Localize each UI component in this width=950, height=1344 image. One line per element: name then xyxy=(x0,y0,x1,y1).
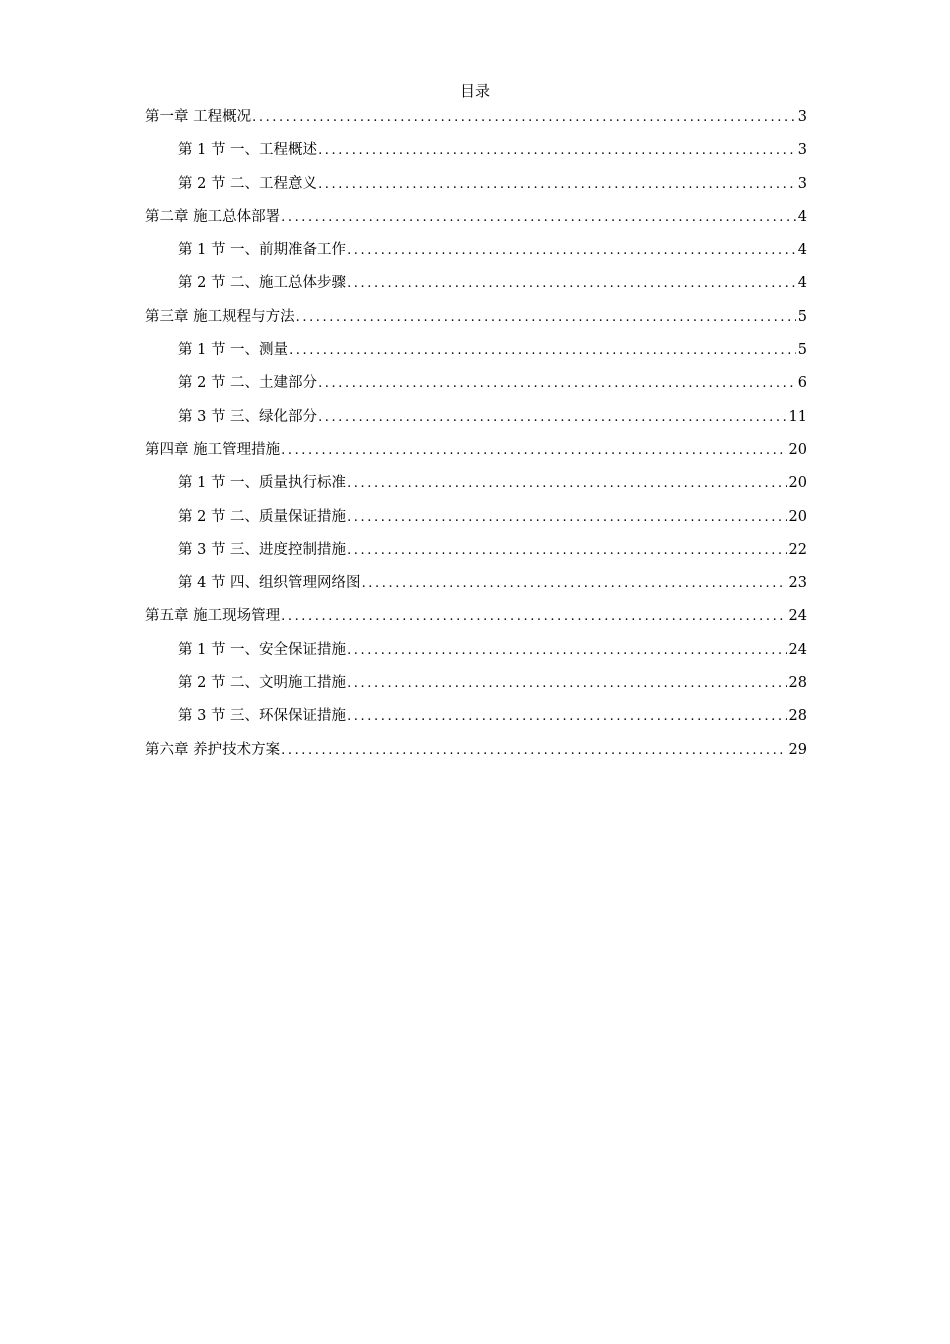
toc-section-entry[interactable] xyxy=(145,339,807,372)
toc-dot-leader xyxy=(318,174,796,196)
toc-page-number: 5 xyxy=(797,342,807,359)
toc-dot-leader xyxy=(281,207,796,229)
toc-chapter-entry[interactable] xyxy=(145,306,807,339)
toc-page-number: 23 xyxy=(788,575,807,592)
toc-page-number: 3 xyxy=(797,175,807,192)
toc-dot-leader xyxy=(296,307,796,329)
toc-dot-leader xyxy=(347,273,796,295)
toc-dot-leader xyxy=(289,340,796,362)
toc-dot-leader xyxy=(347,507,786,529)
toc-dot-leader xyxy=(347,673,786,695)
toc-page-number: 20 xyxy=(788,508,807,525)
toc-entry-text: 第 1 节 一、工程概述 xyxy=(178,142,318,159)
toc-dot-leader xyxy=(347,240,796,262)
toc-entry-text: 第四章 施工管理措施 xyxy=(145,441,281,458)
toc-entry-text: 第 3 节 三、绿化部分 xyxy=(178,408,318,425)
toc-dot-leader xyxy=(281,440,786,462)
toc-page-number: 28 xyxy=(788,708,807,725)
toc-entry-text: 第 2 节 二、施工总体步骤 xyxy=(178,275,347,292)
toc-dot-leader xyxy=(347,473,786,495)
toc-chapter-entry[interactable] xyxy=(145,106,807,139)
toc-entry-text: 第 3 节 三、进度控制措施 xyxy=(178,541,347,558)
toc-entry-text: 第 4 节 四、组织管理网络图 xyxy=(178,575,361,592)
toc-section-entry[interactable] xyxy=(145,406,807,439)
toc-entry-text: 第二章 施工总体部署 xyxy=(145,208,281,225)
toc-chapter-entry[interactable] xyxy=(145,206,807,239)
toc-entry-text: 第一章 工程概况 xyxy=(145,109,252,125)
toc-entry-text: 第五章 施工现场管理 xyxy=(145,608,281,625)
toc-entry-text: 第 2 节 二、质量保证措施 xyxy=(178,508,347,525)
toc-page-number: 6 xyxy=(797,375,807,392)
toc-page-number: 5 xyxy=(797,308,807,325)
toc-page-number: 24 xyxy=(788,608,807,625)
toc-section-entry[interactable] xyxy=(145,572,807,605)
toc-chapter-entry[interactable] xyxy=(145,439,807,472)
toc-entry-text: 第六章 养护技术方案 xyxy=(145,741,281,758)
toc-section-entry[interactable] xyxy=(145,506,807,539)
toc-entry-text: 第三章 施工规程与方法 xyxy=(145,308,295,325)
toc-section-entry[interactable] xyxy=(145,173,807,206)
toc-dot-leader xyxy=(347,640,786,662)
toc-dot-leader xyxy=(347,706,786,728)
toc-dot-leader xyxy=(318,407,786,429)
toc-section-entry[interactable] xyxy=(145,139,807,172)
toc-section-entry[interactable] xyxy=(145,672,807,705)
toc-dot-leader xyxy=(252,107,796,129)
toc-entry-text: 第 1 节 一、质量执行标准 xyxy=(178,475,347,492)
toc-page-number: 24 xyxy=(788,641,807,658)
toc-dot-leader xyxy=(281,740,786,762)
toc-chapter-entry[interactable] xyxy=(145,739,807,772)
toc-page-number: 20 xyxy=(788,475,807,492)
toc-page-number: 22 xyxy=(788,541,807,558)
toc-chapter-entry[interactable] xyxy=(145,605,807,638)
toc-dot-leader xyxy=(318,373,796,395)
toc-page-number: 11 xyxy=(788,408,807,425)
toc-dot-leader xyxy=(281,606,786,628)
toc-section-entry[interactable] xyxy=(145,705,807,738)
toc-page-number: 4 xyxy=(797,208,807,225)
toc-page-number: 29 xyxy=(788,741,807,758)
toc-page-number: 3 xyxy=(797,109,807,125)
toc-section-entry[interactable] xyxy=(145,539,807,572)
toc-page-number: 3 xyxy=(797,142,807,159)
toc-entry-text: 第 1 节 一、测量 xyxy=(178,342,289,359)
toc-page-number: 20 xyxy=(788,441,807,458)
toc-dot-leader xyxy=(347,540,786,562)
toc-entry-text: 第 3 节 三、环保保证措施 xyxy=(178,708,347,725)
toc-section-entry[interactable] xyxy=(145,239,807,272)
table-of-contents xyxy=(145,106,807,772)
toc-page-number: 4 xyxy=(797,242,807,259)
toc-title: 目录 xyxy=(459,82,490,100)
toc-entry-text: 第 1 节 一、安全保证措施 xyxy=(178,641,347,658)
toc-dot-leader xyxy=(362,573,787,595)
toc-page-number: 28 xyxy=(788,675,807,692)
toc-section-entry[interactable] xyxy=(145,272,807,305)
toc-entry-text: 第 1 节 一、前期准备工作 xyxy=(178,242,347,259)
toc-section-entry[interactable] xyxy=(145,639,807,672)
toc-dot-leader xyxy=(318,140,796,162)
toc-entry-text: 第 2 节 二、文明施工措施 xyxy=(178,675,347,692)
toc-page-number: 4 xyxy=(797,275,807,292)
toc-entry-text: 第 2 节 二、工程意义 xyxy=(178,175,318,192)
toc-section-entry[interactable] xyxy=(145,372,807,405)
toc-entry-text: 第 2 节 二、土建部分 xyxy=(178,375,318,392)
toc-section-entry[interactable] xyxy=(145,472,807,505)
